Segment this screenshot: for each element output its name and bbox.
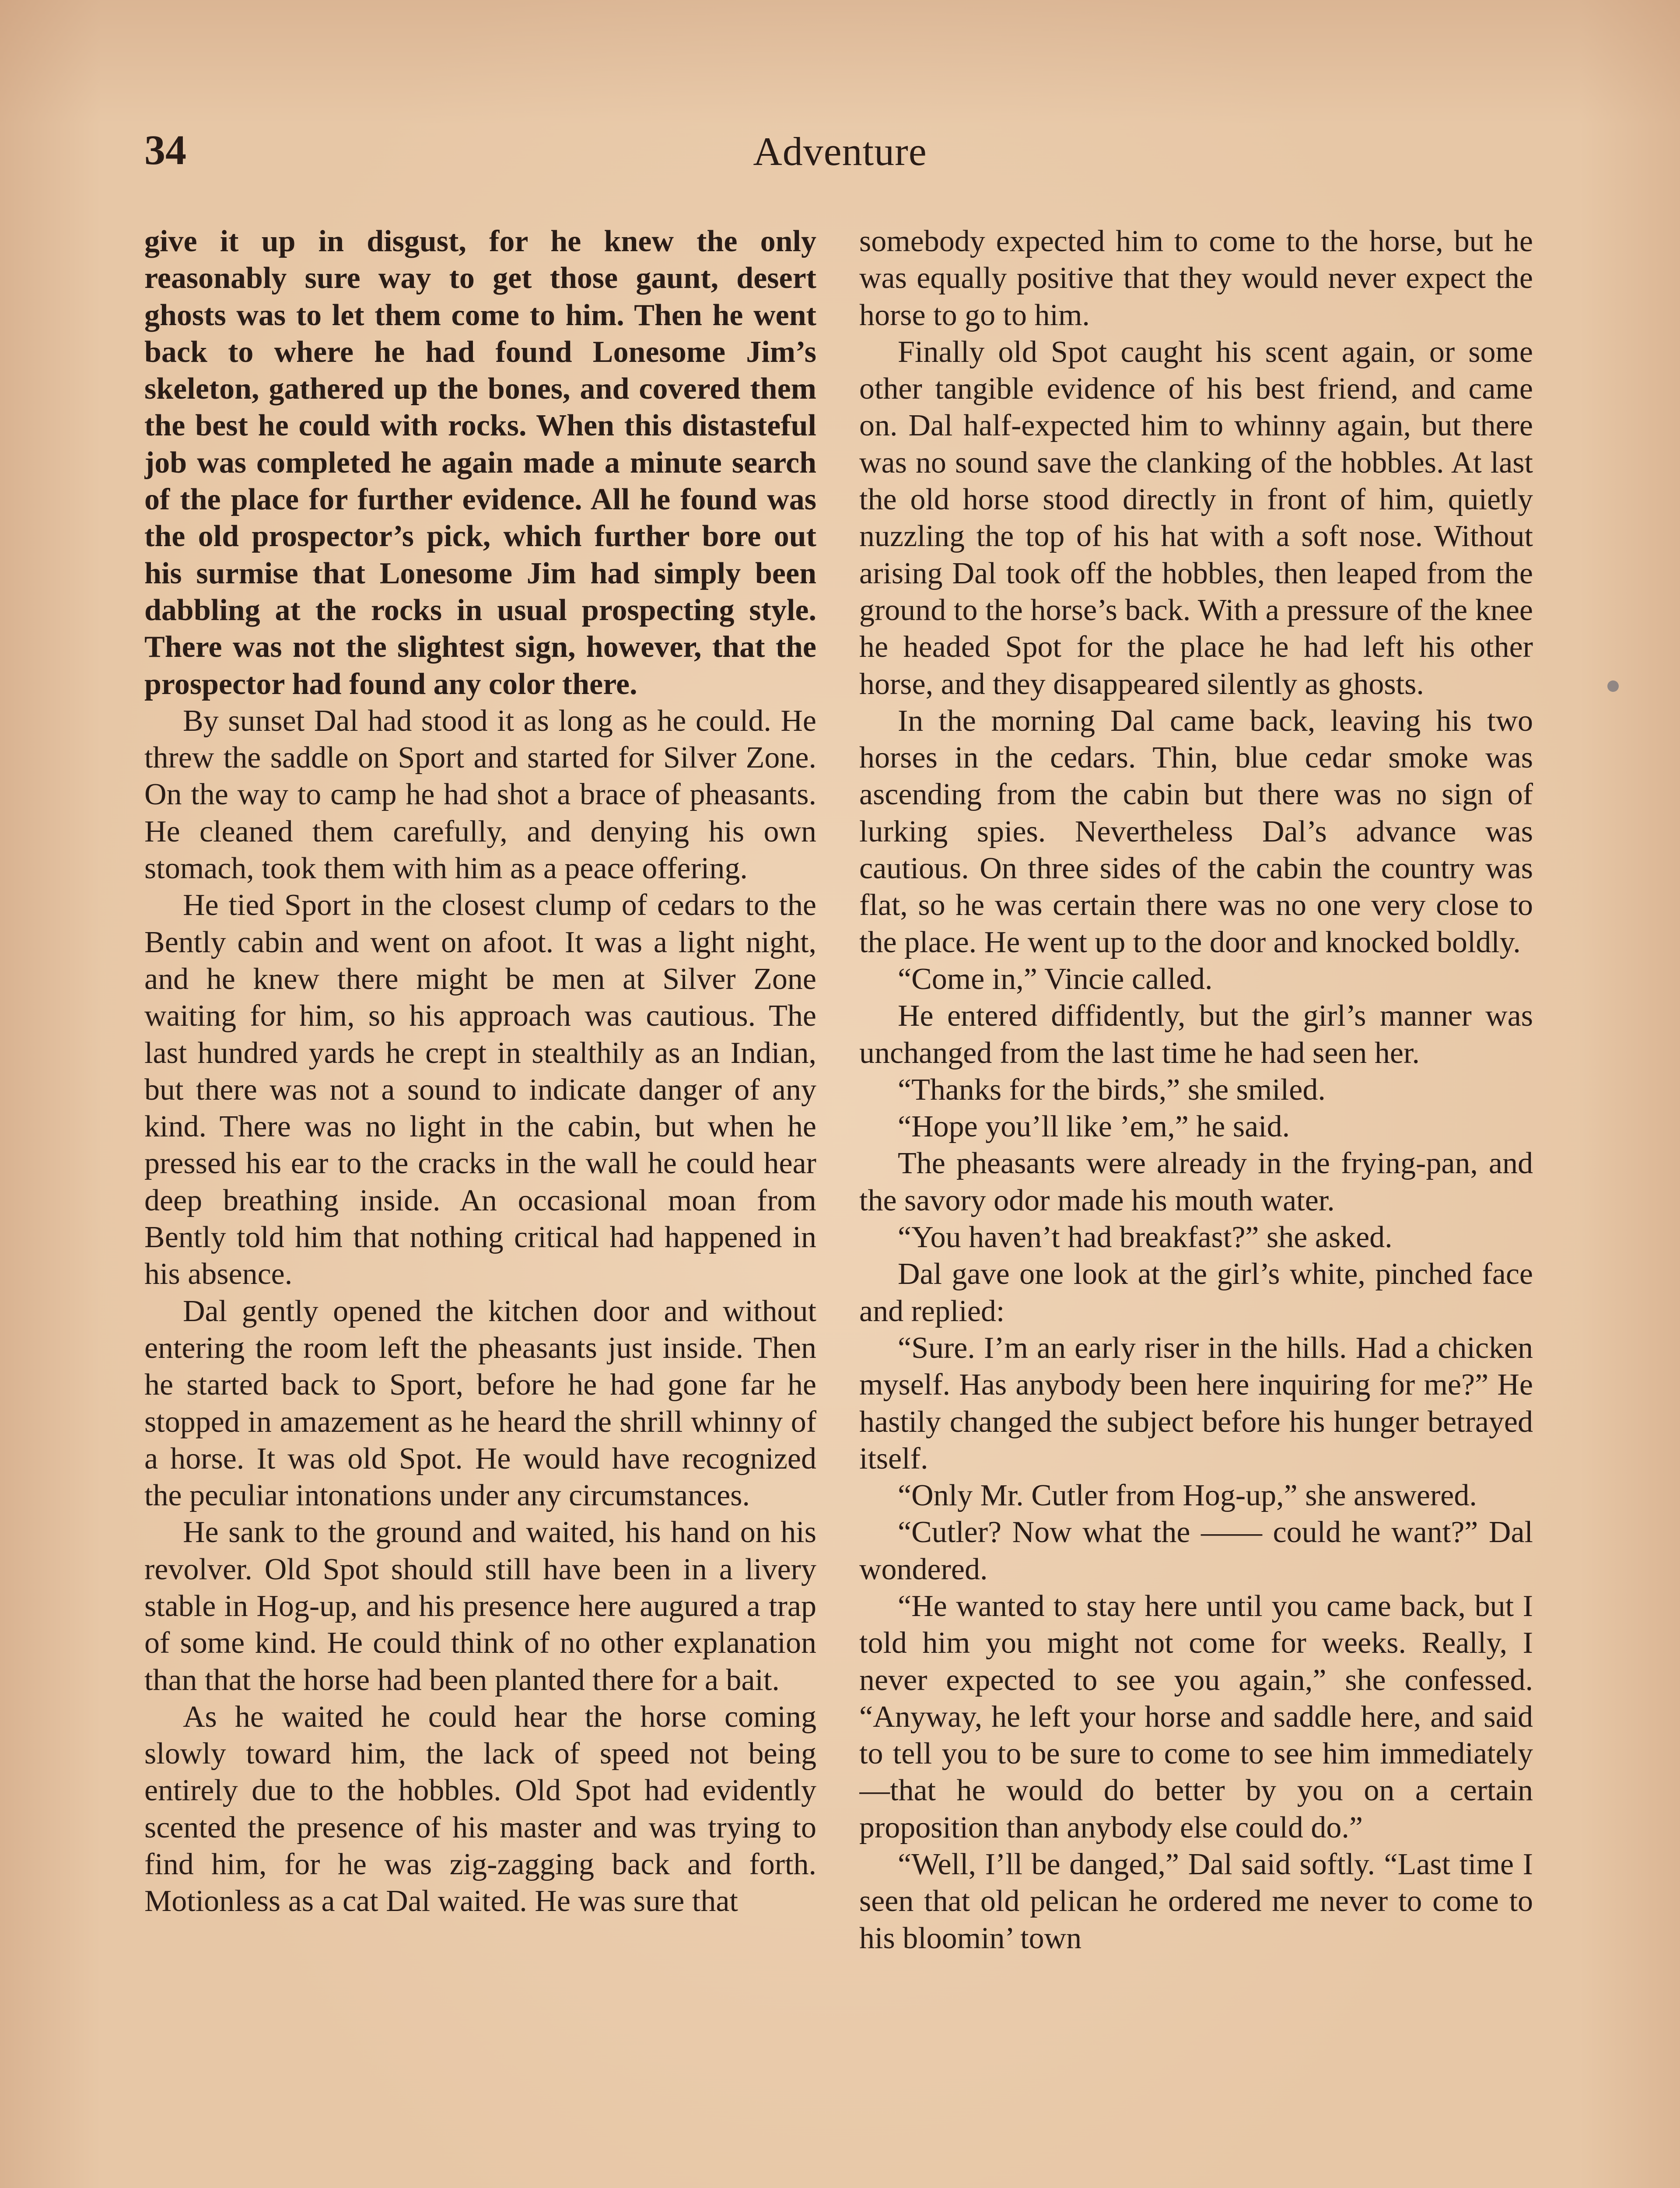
paragraph: He sank to the ground and waited, his hand on his revolver. Old Spot should still have been in a livery stable in Hog-up, and his presence here augured a trap of some kind. He could think of no other explanation than that the horse had been planted there for a bait. xyxy=(144,1515,816,1697)
paper-speck xyxy=(1607,680,1619,692)
paragraph: He tied Sport in the closest clump of cedars to the Bently cabin and went on afoot. It was a light night, and he knew there might be men at Silver Zone waiting for him, so his approach was cautious. The last hundred yards he crept in stealthily as an Indian, but there was not a sound to indicate danger of any kind. There was no light in the cabin, but when he pressed his ear to the cracks in the wall he could hear deep breathing inside. An occasional moan from Bently told him that nothing critical had happened in his absence. xyxy=(144,888,816,1291)
paragraph: “Hope you’ll like ’em,” he said. xyxy=(898,1110,1290,1144)
right-column xyxy=(859,223,1533,2188)
paragraph: give it up in disgust, for he knew the only reasonably sure way to get those gaunt, desert ghosts was to let them come to him. Then he went back to where he had found Lonesome Jim’s skeleton, gathered up the bones, and covered them the best he could with rocks. When this distasteful job was completed he again made a minute search of the place for further evidence. All he found was the old prospector’s pick, which further bore out his surmise that Lonesome Jim had simply been dabbling at the rocks in usual prospecting style. There was not the slightest sign, however, that the prospector had found any color there. xyxy=(144,224,816,701)
paragraph: The pheasants were already in the frying-pan, and the savory odor made his mouth water. xyxy=(859,1147,1533,1217)
page-number: 34 xyxy=(144,126,186,173)
paragraph: By sunset Dal had stood it as long as he could. He threw the saddle on Sport and started for Silver Zone. On the way to camp he had shot a brace of pheasants. He cleaned them carefully, and denying his own stomach, took them with him as a peace offering. xyxy=(144,704,816,886)
paragraph: “Well, I’ll be danged,” Dal said softly. “Last time I seen that old pelican he ordered me never to come to his bloomin’ town xyxy=(859,1848,1533,1955)
paragraph: “Come in,” Vincie called. xyxy=(898,962,1213,996)
paragraph: “Cutler? Now what the —— could he want?” Dal wondered. xyxy=(859,1515,1533,1586)
paragraph: “Sure. I’m an early riser in the hills. Had a chicken myself. Has anybody been here inquiring for me?” He hastily changed the subject before his hunger betrayed itself. xyxy=(859,1331,1533,1476)
paragraph: “He wanted to stay here until you came back, but I told him you might not come for weeks. Really, I never expected to see you again,” she confessed. “Anyway, he left your horse and saddle here, and said to tell you to be sure to come to see him immediately—that he would do better by you on a certain proposition than anybody else could do.” xyxy=(859,1589,1533,1844)
paragraph: somebody expected him to come to the horse, but he was equally positive that they would never expect the horse to go to him. xyxy=(859,224,1533,332)
paragraph: He entered diffidently, but the girl’s manner was unchanged from the last time he had seen her. xyxy=(859,999,1533,1070)
left-column xyxy=(144,223,816,2188)
paragraph: Dal gently opened the kitchen door and without entering the room left the pheasants just inside. Then he started back to Sport, before he had gone far he stopped in amazement as he heard the shrill whinny of a horse. It was old Spot. He would have recognized the peculiar intonations under any circumstances. xyxy=(144,1294,816,1513)
paragraph: Finally old Spot caught his scent again, or some other tangible evidence of his best friend, and came on. Dal half-expected him to whinny again, but there was no sound save the clanking of the hobbles. At last the old horse stood directly in front of him, quietly nuzzling the top of his hat with a soft nose. Without arising Dal took off the hobbles, then leaped from the ground to the horse’s back. With a pressure of the knee he headed Spot for the place he had left his other horse, and they disappeared silently as ghosts. xyxy=(859,335,1533,701)
paragraph: “Thanks for the birds,” she smiled. xyxy=(898,1073,1326,1107)
running-head-title: Adventure xyxy=(753,129,927,174)
paragraph: “You haven’t had breakfast?” she asked. xyxy=(898,1220,1393,1255)
paragraph: Dal gave one look at the girl’s white, pinched face and replied: xyxy=(859,1257,1533,1328)
paragraph: “Only Mr. Cutler from Hog-up,” she answered. xyxy=(898,1479,1477,1513)
paragraph: In the morning Dal came back, leaving his two horses in the cedars. Thin, blue cedar smoke was ascending from the cabin but there was no sign of lurking spies. Nevertheless Dal’s advance was cautious. On three sides of the cabin the country was flat, so he was certain there was no one very close to the place. He went up to the door and knocked boldly. xyxy=(859,704,1533,959)
paragraph: As he waited he could hear the horse coming slowly toward him, the lack of speed not being entirely due to the hobbles. Old Spot had evidently scented the presence of his master and was trying to find him, for he was zig-zagging back and forth. Motionless as a cat Dal waited. He was sure that xyxy=(144,1700,816,1918)
